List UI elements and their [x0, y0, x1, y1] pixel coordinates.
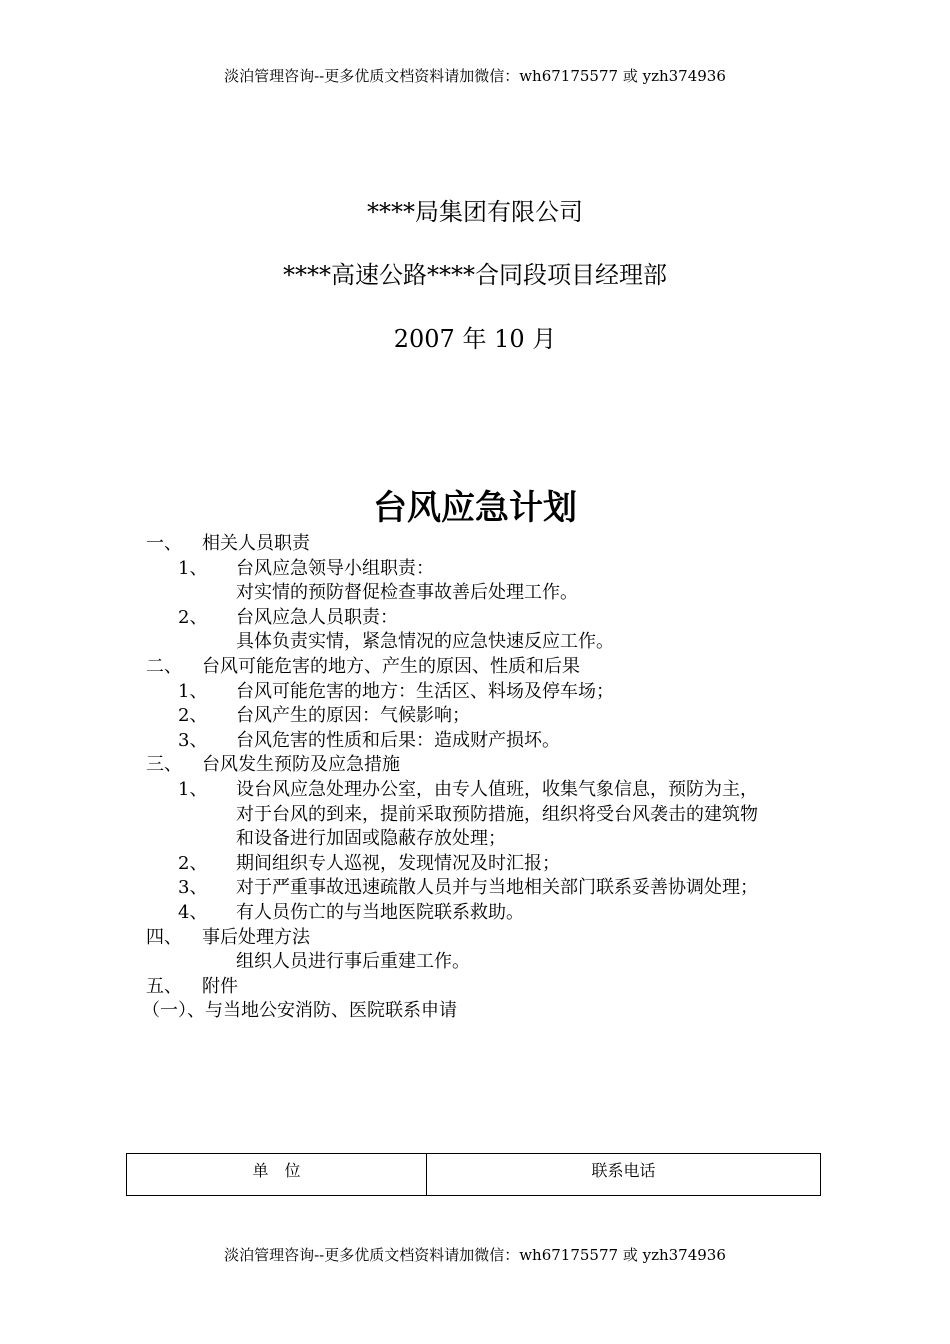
section-title: 相关人员职责: [202, 533, 310, 554]
item-text: 对于严重事故迅速疏散人员并与当地相关部门联系妥善协调处理；: [236, 877, 758, 899]
item-number: 1、: [178, 557, 208, 579]
section-number: 四、: [146, 926, 182, 948]
page-footer-note: 淡泊管理咨询--更多优质文档资料请加微信：wh67175577 或 yzh374936: [224, 1246, 726, 1264]
subsection-title: （一）、与当地公安消防、医院联系申请: [142, 1000, 457, 1022]
list-item: [0, 704, 950, 729]
section-number: 三、: [146, 754, 182, 776]
subsection-heading: [0, 999, 950, 1024]
item-number: 1、: [178, 680, 208, 702]
section-heading: [0, 532, 950, 557]
item-continuation: [0, 803, 950, 828]
list-item: [0, 729, 950, 754]
list-item: [0, 901, 950, 926]
item-text: 有人员伤亡的与当地医院联系救助。: [236, 901, 524, 923]
list-item: [0, 680, 950, 705]
document-outline: [0, 532, 950, 1024]
item-number: 4、: [178, 901, 208, 923]
section-heading: [0, 655, 950, 680]
section-heading: [0, 926, 950, 951]
department-name: ****高速公路****合同段项目经理部: [283, 261, 667, 289]
item-number: 3、: [178, 729, 208, 751]
column-header-phone: 联系电话: [427, 1154, 821, 1196]
item-number: 2、: [178, 852, 208, 874]
item-continuation: [0, 950, 950, 975]
list-item: [0, 852, 950, 877]
item-continuation: [0, 827, 950, 852]
section-title: 台风可能危害的地方、产生的原因、性质和后果: [202, 655, 580, 677]
item-text: 台风应急领导小组职责：: [236, 557, 434, 579]
section-number: 二、: [146, 655, 182, 677]
list-item: [0, 876, 950, 901]
item-text: 台风应急人员职责：: [236, 606, 398, 628]
item-text: 台风可能危害的地方：生活区、料场及停车场；: [236, 680, 614, 702]
item-number: 2、: [178, 606, 208, 628]
company-name: ****局集团有限公司: [367, 198, 583, 226]
item-detail: 组织人员进行事后重建工作。: [236, 951, 470, 973]
section-number: 五、: [146, 975, 182, 997]
section-title: 台风发生预防及应急措施: [202, 754, 400, 776]
column-header-unit: 单 位: [127, 1154, 427, 1196]
list-item: [0, 606, 950, 631]
item-continuation: [0, 581, 950, 606]
section-number: 一、: [146, 533, 182, 554]
page-header-note: 淡泊管理咨询--更多优质文档资料请加微信：wh67175577 或 yzh374936: [224, 67, 726, 85]
section-heading: [0, 975, 950, 1000]
item-number: 2、: [178, 705, 208, 727]
item-text: 设台风应急处理办公室，由专人值班，收集气象信息，预防为主，: [236, 778, 758, 800]
item-text: 期间组织专人巡视，发现情况及时汇报；: [236, 852, 560, 874]
section-heading: [0, 753, 950, 778]
item-detail: 对实情的预防督促检查事故善后处理工作。: [236, 582, 578, 604]
list-item: [0, 557, 950, 582]
contact-table: [126, 1153, 821, 1196]
item-detail: 具体负责实情，紧急情况的应急快速反应工作。: [236, 631, 614, 653]
section-title: 事后处理方法: [202, 926, 310, 948]
item-number: 3、: [178, 877, 208, 899]
list-item: [0, 778, 950, 803]
document-title: 台风应急计划: [373, 488, 577, 528]
item-text: 台风产生的原因：气候影响；: [236, 705, 470, 727]
item-text-line: 和设备进行加固或隐蔽存放处理；: [236, 828, 506, 850]
section-title: 附件: [202, 975, 238, 997]
item-continuation: [0, 630, 950, 655]
item-text-line: 对于台风的到来，提前采取预防措施，组织将受台风袭击的建筑物: [236, 803, 758, 825]
item-text: 台风危害的性质和后果：造成财产损坏。: [236, 729, 560, 751]
table-header-row: [127, 1154, 821, 1196]
document-date: 2007 年 10 月: [393, 325, 557, 353]
item-number: 1、: [178, 778, 208, 800]
